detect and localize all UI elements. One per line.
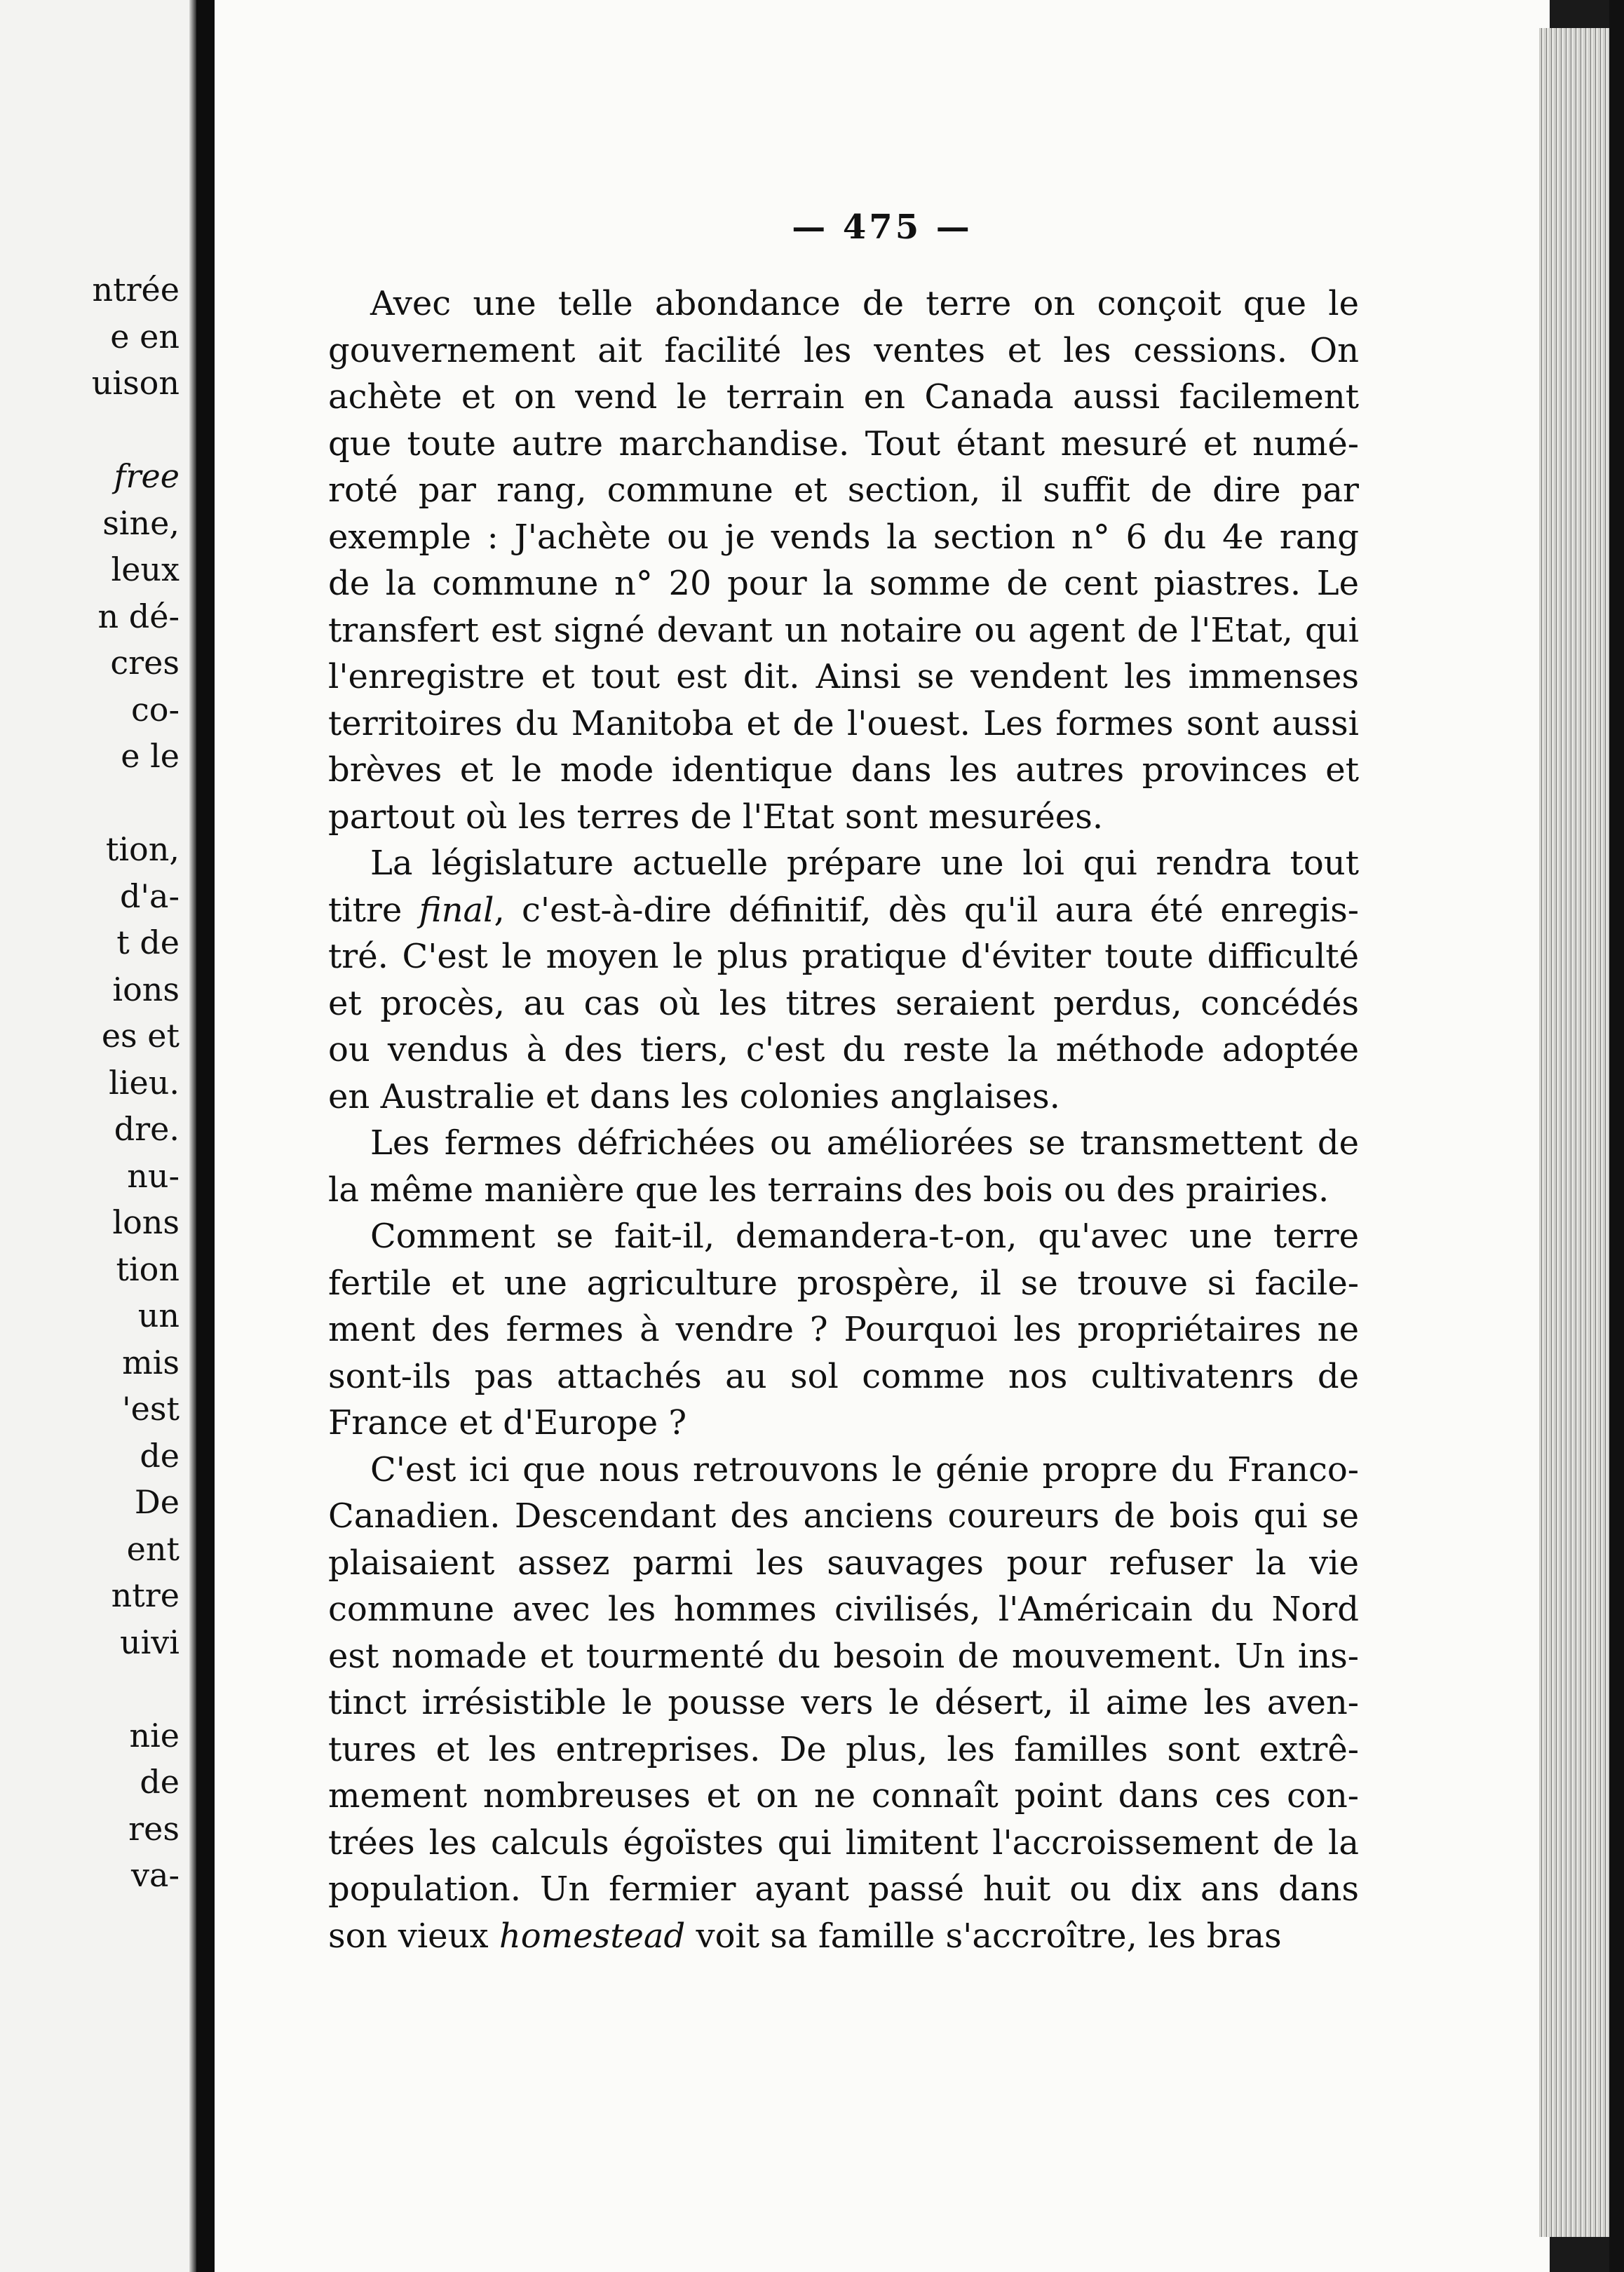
- facing-page-fragment: n dé-: [97, 597, 180, 635]
- text-line: de la commune n° 20 pour la somme de cent piastres. Le: [328, 564, 1359, 603]
- facing-page-fragment: e en: [110, 317, 180, 356]
- text-line: tures et les entreprises. De plus, les familles sont extrê-: [328, 1729, 1359, 1769]
- text-line: ment des fermes à vendre ? Pourquoi les propriétaires ne: [328, 1310, 1359, 1349]
- text-line: sont-ils pas attachés au sol comme nos cultivatenrs de: [328, 1356, 1359, 1396]
- text-line: La législature actuelle prépare une loi qui rendra tout: [370, 844, 1359, 883]
- text-line: plaisaient assez parmi les sauvages pour refuser la vie: [328, 1543, 1359, 1583]
- facing-page-left: [0, 0, 196, 2272]
- text-line: population. Un fermier ayant passé huit ou dix ans dans: [328, 1869, 1359, 1909]
- facing-page-fragment: nu-: [127, 1156, 180, 1195]
- facing-page-fragment: ntre: [111, 1576, 180, 1614]
- text-line: territoires du Manitoba et de l'ouest. Les formes sont aussi: [328, 703, 1359, 743]
- facing-page-fragment: uivi: [119, 1623, 180, 1661]
- facing-page-fragment: cres: [110, 644, 180, 682]
- facing-page-fragment: de: [140, 1436, 180, 1475]
- text-line: est nomade et tourmenté du besoin de mouvement. Un ins-: [328, 1636, 1359, 1676]
- facing-page-fragment: lieu.: [109, 1063, 180, 1102]
- text-line: France et d'Europe ?: [328, 1403, 687, 1442]
- text-line: C'est ici que nous retrouvons le génie propre du Franco-: [370, 1449, 1359, 1489]
- facing-page-fragment: nie: [129, 1716, 180, 1754]
- text-line: Avec une telle abondance de terre on conçoit que le: [370, 284, 1359, 323]
- text-line: commune avec les hommes civilisés, l'Américain du Nord: [328, 1590, 1359, 1629]
- book-page: [215, 0, 1550, 2272]
- text-line: tinct irrésistible le pousse vers le désert, il aime les aven-: [328, 1683, 1359, 1722]
- text-line: gouvernement ait facilité les ventes et les cessions. On: [328, 330, 1359, 370]
- text-line: que toute autre marchandise. Tout étant mesuré et numé-: [328, 424, 1359, 464]
- page-stack-edges: [1539, 28, 1609, 2237]
- text-line: trées les calculs égoïstes qui limitent l'accroissement de la: [328, 1823, 1359, 1862]
- emphasis: final: [419, 890, 494, 930]
- facing-page-fragment: [92, 1665, 180, 1712]
- facing-page-fragment: mis: [122, 1343, 180, 1381]
- facing-page-fragment: [92, 780, 180, 827]
- facing-page-fragment: De: [134, 1483, 180, 1521]
- text-line: la même manière que les terrains des bois ou des prairies.: [328, 1170, 1329, 1210]
- text-line: Canadien. Descendant des anciens coureurs de bois qui se: [328, 1496, 1359, 1536]
- text-line: en Australie et dans les colonies anglaises.: [328, 1076, 1060, 1116]
- facing-page-fragment: [92, 407, 180, 454]
- text-line: ou vendus à des tiers, c'est du reste la méthode adoptée: [328, 1030, 1359, 1069]
- facing-page-text-fragments: [92, 266, 180, 1899]
- facing-page-fragment: ntrée: [92, 271, 180, 309]
- facing-page-fragment: va-: [131, 1856, 180, 1894]
- facing-page-fragment: de: [140, 1763, 180, 1801]
- facing-page-fragment: e le: [121, 737, 180, 775]
- facing-page-fragment: 'est: [122, 1390, 180, 1428]
- text-line: transfert est signé devant un notaire ou agent de l'Etat, qui: [328, 610, 1359, 650]
- text-line: partout où les terres de l'Etat sont mesurées.: [328, 797, 1104, 837]
- facing-page-fragment: tion,: [105, 830, 180, 868]
- text-line: l'enregistre et tout est dit. Ainsi se vendent les immenses: [328, 657, 1359, 696]
- text-line: brèves et le mode identique dans les autres provinces et: [328, 750, 1359, 790]
- facing-page-edge: [189, 0, 196, 2272]
- page-number: — 475 —: [792, 208, 973, 247]
- facing-page-fragment: ent: [126, 1529, 180, 1568]
- page-body-text: [328, 280, 1359, 1959]
- facing-page-fragment: d'a-: [119, 877, 180, 915]
- book-gutter: [196, 0, 215, 2272]
- facing-page-fragment: co-: [131, 690, 180, 729]
- facing-page-fragment: tion: [116, 1250, 180, 1288]
- text-line: fertile et une agriculture prospère, il se trouve si facile-: [328, 1263, 1359, 1303]
- facing-page-fragment: ions: [112, 970, 180, 1008]
- facing-page-fragment: dre.: [114, 1110, 180, 1148]
- facing-page-fragment: leux: [111, 550, 180, 588]
- facing-page-fragment: es et: [101, 1017, 180, 1055]
- scan-border: [1609, 0, 1624, 2272]
- text-line: Comment se fait-il, demandera-t-on, qu'avec une terre: [370, 1217, 1359, 1256]
- text-line: et procès, au cas où les titres seraient perdus, concédés: [328, 983, 1359, 1023]
- facing-page-fragment: lons: [112, 1203, 180, 1241]
- facing-page-fragment: uison: [91, 364, 180, 402]
- text-line: titre final, c'est-à-dire définitif, dès qu'il aura été enregis-: [328, 890, 1359, 930]
- facing-page-fragment: free: [114, 457, 180, 495]
- facing-page-fragment: t de: [116, 924, 180, 961]
- text-line: Les fermes défrichées ou améliorées se transmettent de: [370, 1123, 1359, 1163]
- text-line: exemple : J'achète ou je vends la section n° 6 du 4e rang: [328, 517, 1359, 557]
- text-line: tré. C'est le moyen le plus pratique d'éviter toute difficulté: [328, 937, 1359, 976]
- text-line: mement nombreuses et on ne connaît point dans ces con-: [328, 1776, 1359, 1815]
- text-line: achète et on vend le terrain en Canada aussi facilement: [328, 377, 1359, 417]
- emphasis: homestead: [499, 1916, 686, 1956]
- text-line: son vieux homestead voit sa famille s'accroître, les bras: [328, 1916, 1282, 1956]
- facing-page-fragment: res: [128, 1809, 180, 1848]
- facing-page-fragment: un: [137, 1297, 180, 1334]
- facing-page-fragment: sine,: [102, 503, 180, 542]
- text-line: roté par rang, commune et section, il suffit de dire par: [328, 471, 1359, 510]
